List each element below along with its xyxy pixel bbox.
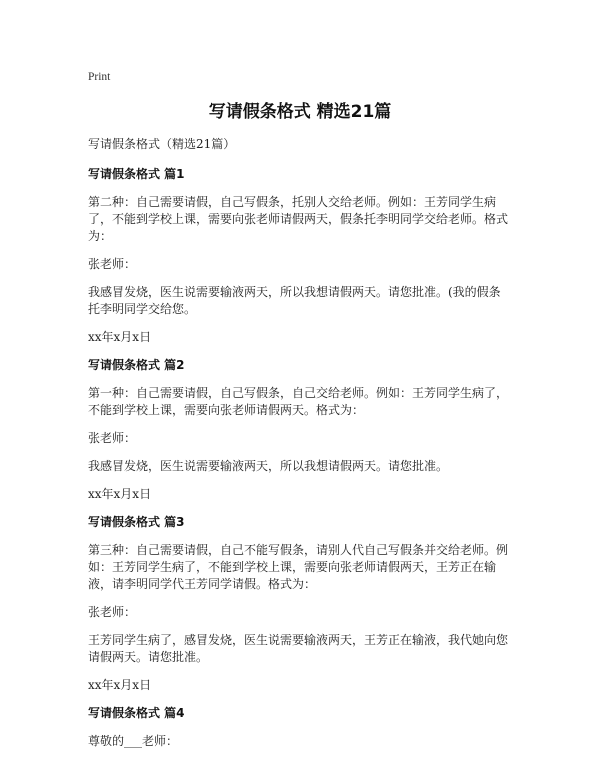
section-2-date: xx年x月x日 [88, 487, 152, 501]
print-label: Print [88, 71, 111, 83]
section-3-date: xx年x月x日 [88, 678, 152, 692]
section-1-salutation: 张老师： [88, 257, 137, 271]
section-heading-4: 写请假条格式 篇4 [88, 706, 185, 720]
document-title: 写请假条格式 精选21篇 [208, 102, 392, 122]
document-subtitle: 写请假条格式（精选21篇） [88, 137, 236, 151]
section-heading-1: 写请假条格式 篇1 [88, 167, 185, 181]
section-heading-2: 写请假条格式 篇2 [88, 358, 185, 372]
section-3-salutation: 张老师： [88, 605, 137, 619]
section-3-paragraph-body: 王芳同学生病了，感冒发烧，医生说需要输液两天，王芳正在输液，我代她向您请假两天。请您批准。 [88, 633, 509, 664]
section-1-paragraph-1: 第二种：自己需要请假，自己写假条，托别人交给老师。例如：王芳同学生病了，不能到学校上课，需要向张老师请假两天，假条托李明同学交给老师。格式为： [88, 195, 509, 243]
section-2-paragraph-1: 第一种：自己需要请假，自己写假条，自己交给老师。例如：王芳同学生病了，不能到学校上课，需要向张老师请假两天。格式为： [88, 386, 509, 417]
section-4-salutation: 尊敬的___老师： [88, 734, 179, 748]
section-1-date: xx年x月x日 [88, 330, 152, 344]
section-2-paragraph-body: 我感冒发烧，医生说需要输液两天，所以我想请假两天。请您批准。 [88, 459, 449, 473]
section-2-salutation: 张老师： [88, 431, 137, 445]
section-heading-3: 写请假条格式 篇3 [88, 515, 185, 529]
section-3-paragraph-1: 第三种：自己需要请假，自己不能写假条，请别人代自己写假条并交给老师。例如：王芳同学生病了，不能到学校上课，需要向张老师请假两天，王芳正在输液，请李明同学代王芳同学请假。格式为： [88, 543, 509, 591]
section-1-paragraph-body: 我感冒发烧，医生说需要输液两天，所以我想请假两天。请您批准。(我的假条托李明同学交给您。 [88, 285, 501, 316]
